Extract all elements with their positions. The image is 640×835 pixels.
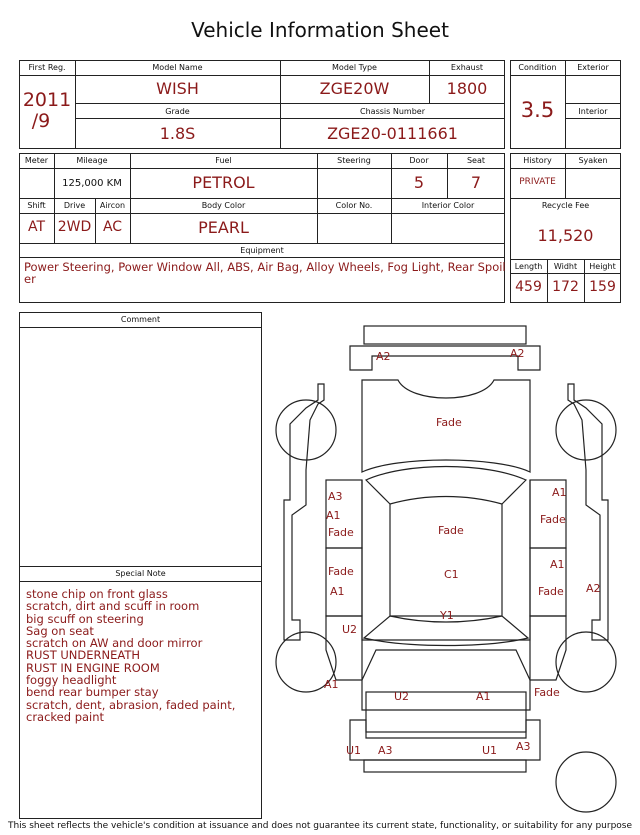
- damage-roof: Fade: [438, 524, 464, 537]
- special-note-item: scratch on AW and door mirror: [26, 636, 203, 651]
- history-value: PRIVATE: [519, 177, 556, 187]
- windshield: [366, 467, 526, 505]
- model-type-label: Model Type: [332, 63, 377, 72]
- recycle-fee-label: Recycle Fee: [541, 201, 590, 210]
- height-value: 159: [589, 279, 616, 295]
- right-side-profile: [568, 384, 608, 640]
- recycle-fee-value: 11,520: [537, 226, 594, 245]
- grade-value: 1.8S: [159, 124, 196, 143]
- condition-label: Condition: [518, 63, 557, 72]
- special-note-item: RUST IN ENGINE ROOM: [26, 660, 160, 675]
- fuel-value: PETROL: [192, 173, 255, 192]
- equipment-line-2: er: [24, 272, 36, 286]
- special-note-label: Special Note: [115, 569, 166, 578]
- drive-label: Drive: [63, 201, 86, 210]
- damage-rear-bumper-4: A3: [516, 740, 531, 753]
- aircon-value: AC: [102, 219, 123, 235]
- syaken-label: Syaken: [578, 156, 608, 165]
- length-value: 459: [515, 279, 542, 295]
- left-side-profile: [284, 384, 324, 640]
- width-value: 172: [552, 279, 579, 295]
- fuel-label: Fuel: [215, 156, 232, 165]
- damage-left-fender-3: Fade: [328, 526, 354, 539]
- model-type-value: ZGE20W: [319, 79, 390, 98]
- damage-left-fender-1: A3: [328, 490, 343, 503]
- rear-bumper-lower: [364, 760, 526, 772]
- equipment-value: [24, 260, 506, 286]
- exhaust-label: Exhaust: [450, 63, 484, 72]
- shift-label: Shift: [27, 201, 46, 210]
- damage-right-side: A2: [586, 582, 601, 595]
- damage-left-rear-wheel: A1: [324, 678, 339, 691]
- special-note-item: scratch, dirt and scuff in room: [26, 599, 200, 614]
- damage-cabin-rear: Y1: [440, 609, 454, 622]
- mileage-value: 125,000 KM: [62, 178, 122, 189]
- front-left-wheel: [276, 400, 336, 460]
- drive-value: 2WD: [57, 219, 92, 235]
- first-reg-year: 2011: [22, 89, 72, 111]
- damage-right-rear-door-1: A1: [550, 558, 565, 571]
- damage-trunk-right: A1: [476, 690, 491, 703]
- steering-label: Steering: [337, 156, 371, 165]
- seat-label: Seat: [466, 156, 486, 165]
- left-rear-door: [326, 548, 362, 616]
- door-label: Door: [409, 156, 429, 165]
- body-color-label: Body Color: [201, 201, 246, 210]
- history-label: History: [523, 156, 552, 165]
- chassis-label: Chassis Number: [360, 107, 425, 116]
- equipment-line-1: Power Steering, Power Window All, ABS, Air Bag, Alloy Wheels, Fog Light, Rear Spoil: [24, 260, 506, 274]
- door-value: 5: [413, 173, 425, 192]
- special-note-item: big scuff on steering: [26, 611, 144, 626]
- damage-right-rear-door-2: Fade: [538, 585, 564, 598]
- model-name-value: WISH: [156, 79, 199, 98]
- model-name-label: Model Name: [152, 63, 203, 72]
- car-damage-diagram: [266, 320, 626, 820]
- spare-wheel: [556, 752, 616, 812]
- damage-hood: Fade: [436, 416, 462, 429]
- body-color-value: PEARL: [198, 218, 249, 237]
- interior-color-label: Interior Color: [421, 201, 475, 210]
- trunk-outline: [362, 650, 530, 710]
- interior-label: Interior: [578, 107, 608, 116]
- special-note-item: Sag on seat: [26, 623, 94, 638]
- special-note-item: bend rear bumper stay: [26, 685, 159, 700]
- damage-left-rear-quarter: U2: [342, 623, 358, 636]
- chassis-value: ZGE20-0111661: [327, 124, 458, 143]
- length-label: Length: [514, 262, 543, 271]
- first-reg-label: First Reg.: [28, 63, 66, 72]
- sheet-title: Vehicle Information Sheet: [191, 18, 449, 42]
- right-rear-quarter-panel: [530, 616, 566, 680]
- condition-value: 3.5: [520, 98, 555, 122]
- exterior-label: Exterior: [577, 63, 609, 72]
- color-no-label: Color No.: [335, 201, 373, 210]
- shift-value: AT: [27, 219, 46, 235]
- damage-cabin-center: C1: [444, 568, 459, 581]
- comment-label: Comment: [120, 315, 161, 324]
- damage-front-bumper-right: A2: [510, 347, 525, 360]
- special-note-item: RUST UNDERNEATH: [26, 648, 141, 663]
- rear-right-wheel: [556, 632, 616, 692]
- equipment-label: Equipment: [240, 246, 284, 255]
- damage-rear-bumper-3: U1: [482, 744, 498, 757]
- damage-front-bumper-left: A2: [376, 350, 391, 363]
- height-label: Height: [589, 262, 616, 271]
- damage-left-fender-2: A1: [326, 509, 341, 522]
- meter-label: Meter: [24, 156, 49, 165]
- damage-rear-bumper-1: U1: [346, 744, 362, 757]
- aircon-label: Aircon: [99, 201, 126, 210]
- front-bumper-shape: [364, 326, 526, 344]
- damage-trunk-left: U2: [394, 690, 410, 703]
- special-note-item: scratch, dent, abrasion, faded paint,: [26, 697, 236, 712]
- special-note-list: [26, 588, 258, 723]
- mileage-label: Mileage: [76, 156, 108, 165]
- front-right-wheel: [556, 400, 616, 460]
- special-note-item: cracked paint: [26, 709, 105, 724]
- cabin-rear-line: [390, 504, 502, 616]
- damage-left-rear-door-2: A1: [330, 585, 345, 598]
- seat-value: 7: [470, 173, 482, 192]
- damage-right-rear-corner: Fade: [534, 686, 560, 699]
- special-note-item: stone chip on front glass: [26, 587, 168, 601]
- first-reg-month: /9: [31, 110, 51, 132]
- damage-right-fender-1: A1: [552, 486, 567, 499]
- special-note-item: foggy headlight: [26, 673, 117, 688]
- exhaust-value: 1800: [446, 79, 488, 98]
- width-label: Widht: [553, 262, 578, 271]
- damage-rear-bumper-2: A3: [378, 744, 393, 757]
- damage-right-fender-2: Fade: [540, 513, 566, 526]
- damage-left-rear-door-1: Fade: [328, 565, 354, 578]
- disclaimer-footer: This sheet reflects the vehicle's condition at issuance and does not guarantee its current state, functionality, or suitability for any purpose: [7, 821, 633, 831]
- rear-hatch: [366, 692, 526, 732]
- grade-label: Grade: [165, 107, 190, 116]
